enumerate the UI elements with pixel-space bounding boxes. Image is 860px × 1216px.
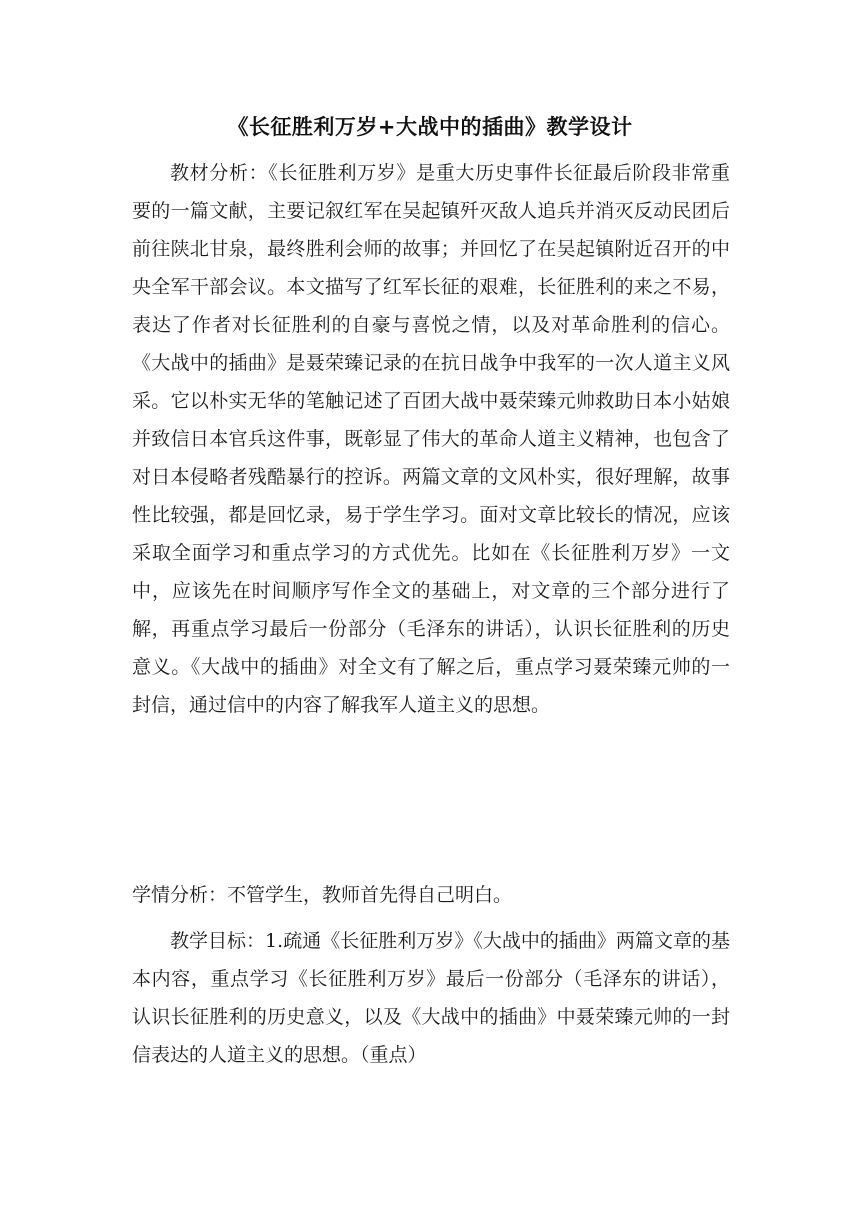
paragraph-textbook-analysis: 教材分析：《长征胜利万岁》是重大历史事件长征最后阶段非常重要的一篇文献，主要记叙红军在吴起镇歼灭敌人追兵并消灭反动民团后前往陕北甘泉，最终胜利会师的故事；并回忆了在吴起镇附近召开的中央全军干部会议。本文描写了红军长征的艰难，长征胜利的来之不易，表达了作者对长征胜利的自豪与喜悦之情，以及对革命胜利的信心。《大战中的插曲》是聂荣臻记录的在抗日战争中我军的一次人道主义风采。它以朴实无华的笔触记述了百团大战中聂荣臻元帅救助日本小姑娘并致信日本官兵这件事，既彰显了伟大的革命人道主义精神，也包含了对日本侵略者残酷暴行的控诉。两篇文章的文风朴实，很好理解，故事性比较强，都是回忆录，易于学生学习。面对文章比较长的情况，应该采取全面学习和重点学习的方式优先。比如在《长征胜利万岁》一文中，应该先在时间顺序写作全文的基础上，对文章的三个部分进行了解，再重点学习最后一份部分（毛泽东的讲话），认识长征胜利的历史意义。《大战中的插曲》对全文有了解之后，重点学习聂荣臻元帅的一封信，通过信中的内容了解我军人道主义的思想。 [132,162,730,716]
document-title: 《长征胜利万岁+大战中的插曲》教学设计 [227,115,633,139]
paragraph-student-analysis: 学情分析：不管学生，教师首先得自己明白。 [132,884,513,906]
paragraph-teaching-goals: 教学目标：1.疏通《长征胜利万岁》《大战中的插曲》两篇文章的基本内容，重点学习《长征胜利万岁》最后一份部分（毛泽东的讲话），认识长征胜利的历史意义，以及《大战中的插曲》中聂荣臻元帅的一封信表达的人道主义的思想。（重点） [132,930,730,1066]
